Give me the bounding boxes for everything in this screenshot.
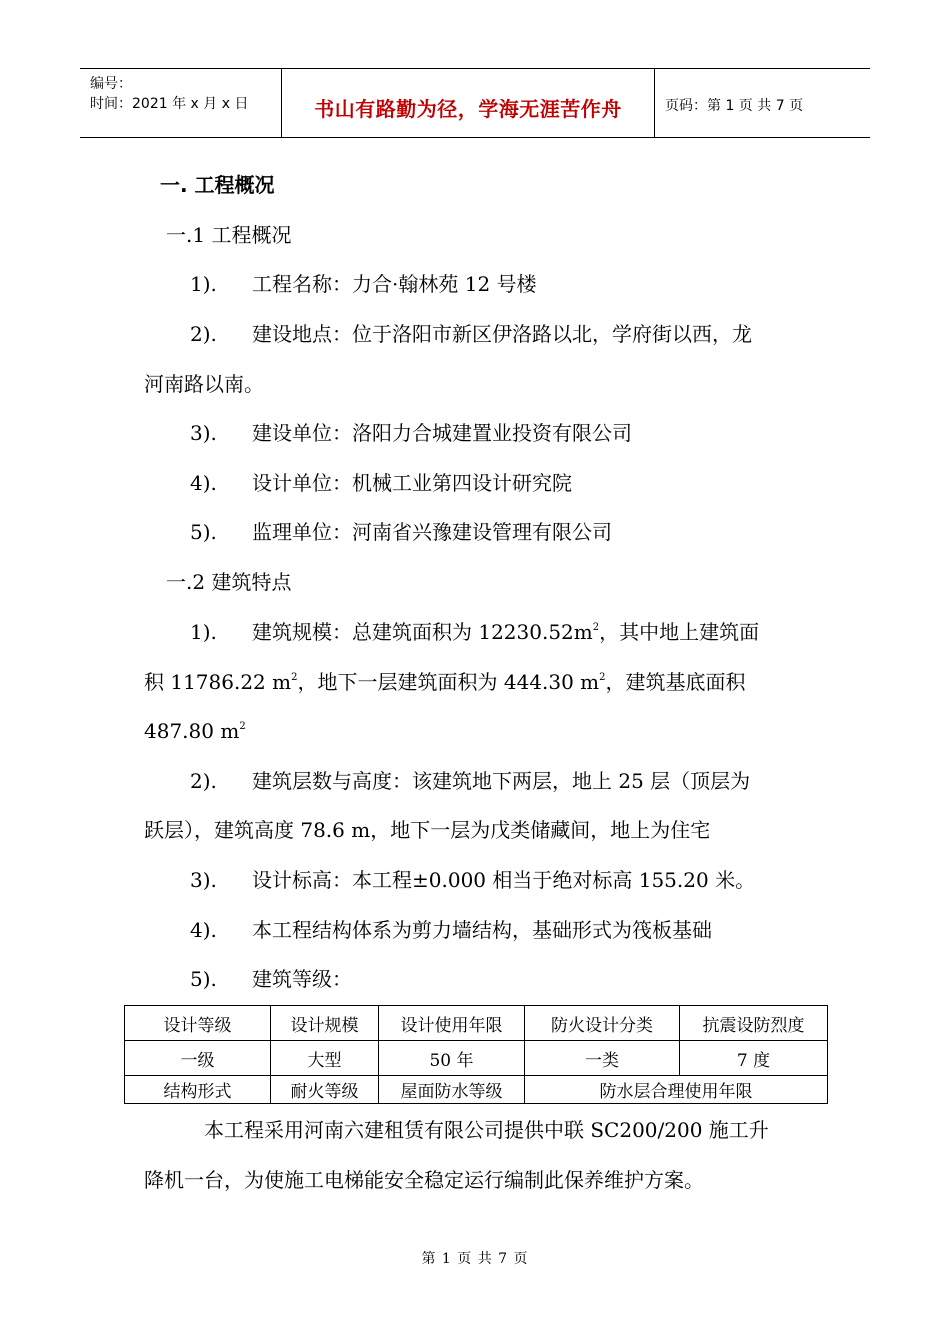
list-item [190,520,612,544]
closing-paragraph-line1: 本工程采用河南六建租赁有限公司提供中联 SC200/200 施工升 [204,1118,769,1142]
table-cell: 50 年 [379,1041,525,1076]
item-number: 1). [190,620,217,644]
number-label: 编号： [90,76,132,92]
scale-text-2: ，其中地上建筑面 [599,620,760,644]
item-number: 3). [190,421,217,445]
feature-floors-cont: 跃层），建筑高度 78.6 m，地下一层为戊类储藏间，地上为住宅 [144,818,711,842]
page-footer: 第 1 页 共 7 页 [421,1251,529,1267]
item-text-continued: 河南路以南。 [144,372,264,396]
feature-scale-cont [144,670,746,694]
item-number: 2). [190,769,217,793]
list-item [190,421,632,445]
table-cell: 防水层合理使用年限 [525,1076,828,1104]
item-number: 1). [190,272,217,296]
item-number: 5). [190,520,217,544]
item-text: 建设地点：位于洛阳市新区伊洛路以北，学府街以西，龙 [252,322,752,346]
scale-text-6: 487.80 m [144,719,240,743]
scale-text-4: ，地下一层建筑面积为 444.30 m [297,670,600,694]
table-cell: 抗震设防烈度 [680,1006,828,1041]
superscript: 2 [599,672,606,683]
elevation-text: 设计标高：本工程±0.000 相当于绝对标高 155.20 米。 [252,868,756,892]
table-cell: 设计等级 [125,1006,271,1041]
list-item [190,471,572,495]
closing-paragraph-line2: 降机一台，为使施工电梯能安全稳定运行编制此保养维护方案。 [144,1168,704,1192]
motto: 书山有路勤为径，学海无涯苦作舟 [314,97,622,121]
item-text: 设计单位：机械工业第四设计研究院 [252,471,572,495]
table-row [125,1041,828,1076]
item-number: 4). [190,918,217,942]
page-label: 页码：第 1 页 共 7 页 [665,98,804,114]
subsection-title: 一.1 工程概况 [166,223,292,247]
structure-text: 本工程结构体系为剪力墙结构，基础形式为筏板基础 [252,918,712,942]
table-cell: 一类 [525,1041,680,1076]
feature-floors [190,769,750,793]
item-text: 工程名称：力合·翰林苑 12 号楼 [252,272,537,296]
header-meta-cell [80,69,282,137]
table-row [125,1006,828,1041]
building-grade-table [124,1005,828,1104]
feature-structure [190,918,712,942]
header-motto-cell [282,69,655,137]
item-number: 2). [190,322,217,346]
section-title: 一. 工程概况 [160,173,275,197]
scale-text: 建筑规模：总建筑面积为 12230.52m [252,620,593,644]
table-cell: 结构形式 [125,1076,271,1104]
item-number: 4). [190,471,217,495]
feature-grade [190,967,352,991]
feature-scale-cont2 [144,719,246,743]
time-label: 时间：2021 年 x 月 x 日 [90,96,249,112]
scale-text-5: ，建筑基底面积 [605,670,746,694]
page-header [80,68,870,138]
feature-scale [190,620,759,644]
superscript: 2 [291,672,298,683]
header-page-cell [655,69,870,137]
item-number: 5). [190,967,217,991]
table-cell: 7 度 [680,1041,828,1076]
subsection-title: 一.2 建筑特点 [166,570,292,594]
grade-text: 建筑等级： [252,967,352,991]
list-item [190,272,537,296]
item-text: 监理单位：河南省兴豫建设管理有限公司 [252,520,612,544]
scale-text-3: 积 11786.22 m [144,670,292,694]
table-cell: 设计规模 [271,1006,379,1041]
floors-text: 建筑层数与高度：该建筑地下两层，地上 25 层（顶层为 [252,769,751,793]
table-cell: 防火设计分类 [525,1006,680,1041]
superscript: 2 [239,721,246,732]
item-number: 3). [190,868,217,892]
feature-elevation [190,868,755,892]
table-cell: 屋面防水等级 [379,1076,525,1104]
table-cell: 设计使用年限 [379,1006,525,1041]
table-cell: 一级 [125,1041,271,1076]
table-cell: 耐火等级 [271,1076,379,1104]
table-cell: 大型 [271,1041,379,1076]
list-item [190,322,752,346]
table-row [125,1076,828,1104]
superscript: 2 [592,622,600,633]
item-text: 建设单位：洛阳力合城建置业投资有限公司 [252,421,632,445]
